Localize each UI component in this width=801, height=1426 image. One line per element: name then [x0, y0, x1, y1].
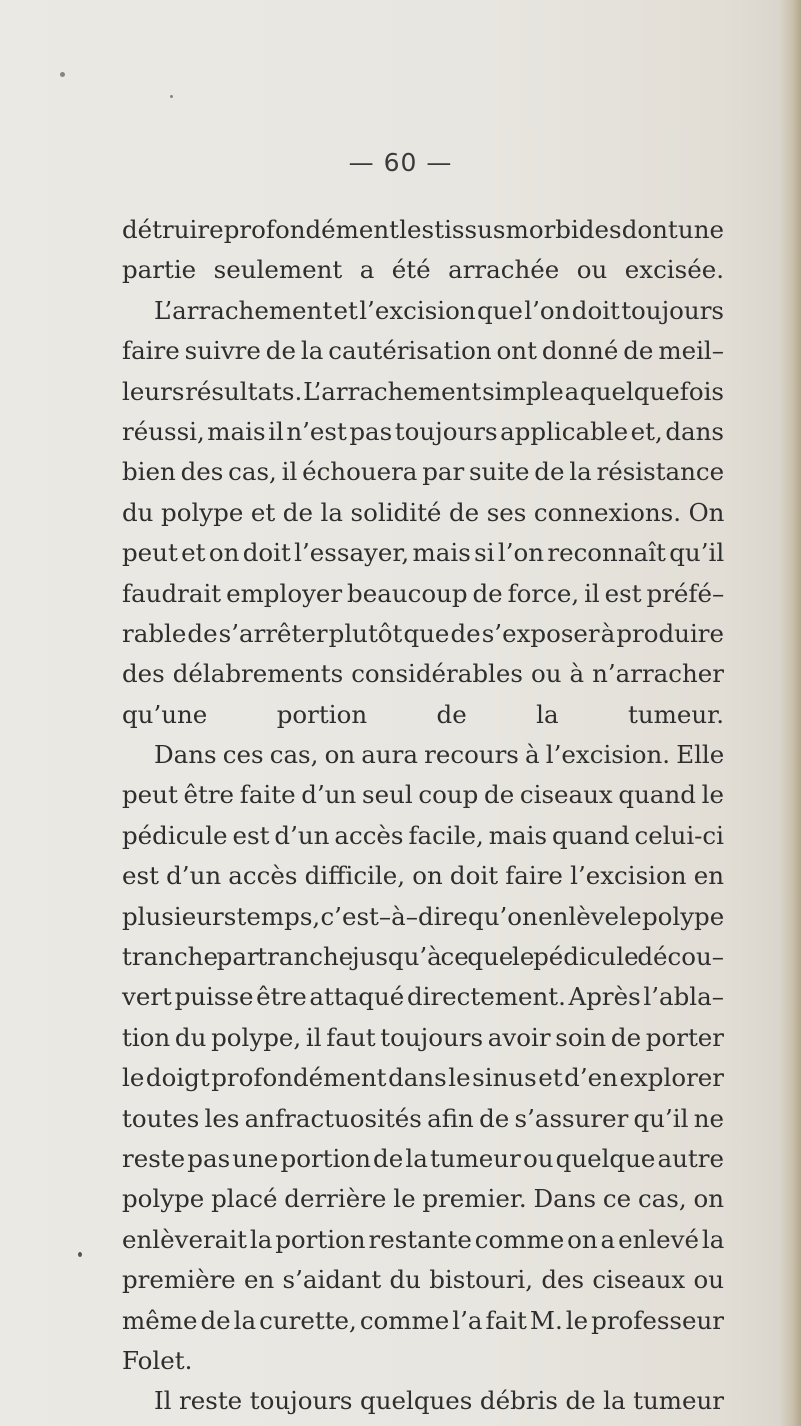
paper-speck [170, 95, 173, 98]
text-line: est d’un accès difficile, on doit faire l’excision en [122, 861, 724, 891]
text-line: des délabrements considérables ou à n’arracher [122, 659, 724, 689]
text-line: partie seulement a été arrachée ou excisée. [122, 255, 724, 285]
text-line: faire suivre de la cautérisation ont donné de meil– [122, 336, 724, 366]
text-line: Folet. [122, 1345, 193, 1375]
text-line: du polype et de la solidité de ses connexions. On [122, 497, 725, 527]
text-line: rable de s’arrêter plutôt que de s’exposer à produire [122, 618, 724, 648]
text-line: Il reste toujours quelques débris de la tumeur [154, 1386, 724, 1416]
text-line: réussi, mais il n’est pas toujours applicable et, dans [122, 416, 724, 446]
text-line: polype placé derrière le premier. Dans ce cas, on [122, 1184, 724, 1214]
text-line: Dans ces cas, on aura recours à l’excision. Elle [154, 740, 725, 770]
text-line: L’arrachement et l’excision que l’on doit toujours [154, 295, 724, 325]
text-line: première en s’aidant du bistouri, des ciseaux ou [122, 1265, 724, 1295]
text-line: reste pas une portion de la tumeur ou quelque autre [122, 1143, 724, 1173]
text-line: toutes les anfractuosités afin de s’assurer qu’il ne [122, 1103, 724, 1133]
text-line: faudrait employer beaucoup de force, il est préfé– [122, 578, 725, 608]
text-line: le doigt profondément dans le sinus et d’en explorer [122, 1063, 724, 1093]
text-line: détruire profondément les tissus morbides dont une [122, 215, 724, 244]
text-line: pédicule est d’un accès facile, mais quand celui-ci [122, 820, 724, 850]
page-edge-shadow [779, 0, 801, 1426]
paper-speck [60, 72, 65, 77]
text-line: même de la curette, comme l’a fait M. le professeur [122, 1305, 724, 1335]
text-line: plusieurs temps, c’est–à–dire qu’on enlève le polype [122, 901, 725, 931]
text-line: enlèverait la portion restante comme on a enlevé la [122, 1224, 725, 1254]
text-line: tranche par tranche jusqu’à ce que le pédicule décou– [122, 942, 724, 972]
text-line: peut être faite d’un seul coup de ciseaux quand le [122, 780, 724, 810]
text-line: leurs résultats. L’arrachement simple a quelquefois [122, 376, 724, 406]
text-line: bien des cas, il échouera par suite de la résistance [122, 457, 725, 487]
text-line: qu’une portion de la tumeur. [122, 699, 724, 729]
text-line: vert puisse être attaqué directement. Après l’abla– [122, 982, 724, 1012]
text-line: tion du polype, il faut toujours avoir soin de porter [122, 1022, 724, 1052]
paper-speck [78, 1252, 82, 1257]
page-number: — 60 — [348, 148, 453, 177]
text-line: peut et on doit l’essayer, mais si l’on reconnaît qu’il [122, 538, 725, 568]
body-text [122, 210, 724, 1422]
